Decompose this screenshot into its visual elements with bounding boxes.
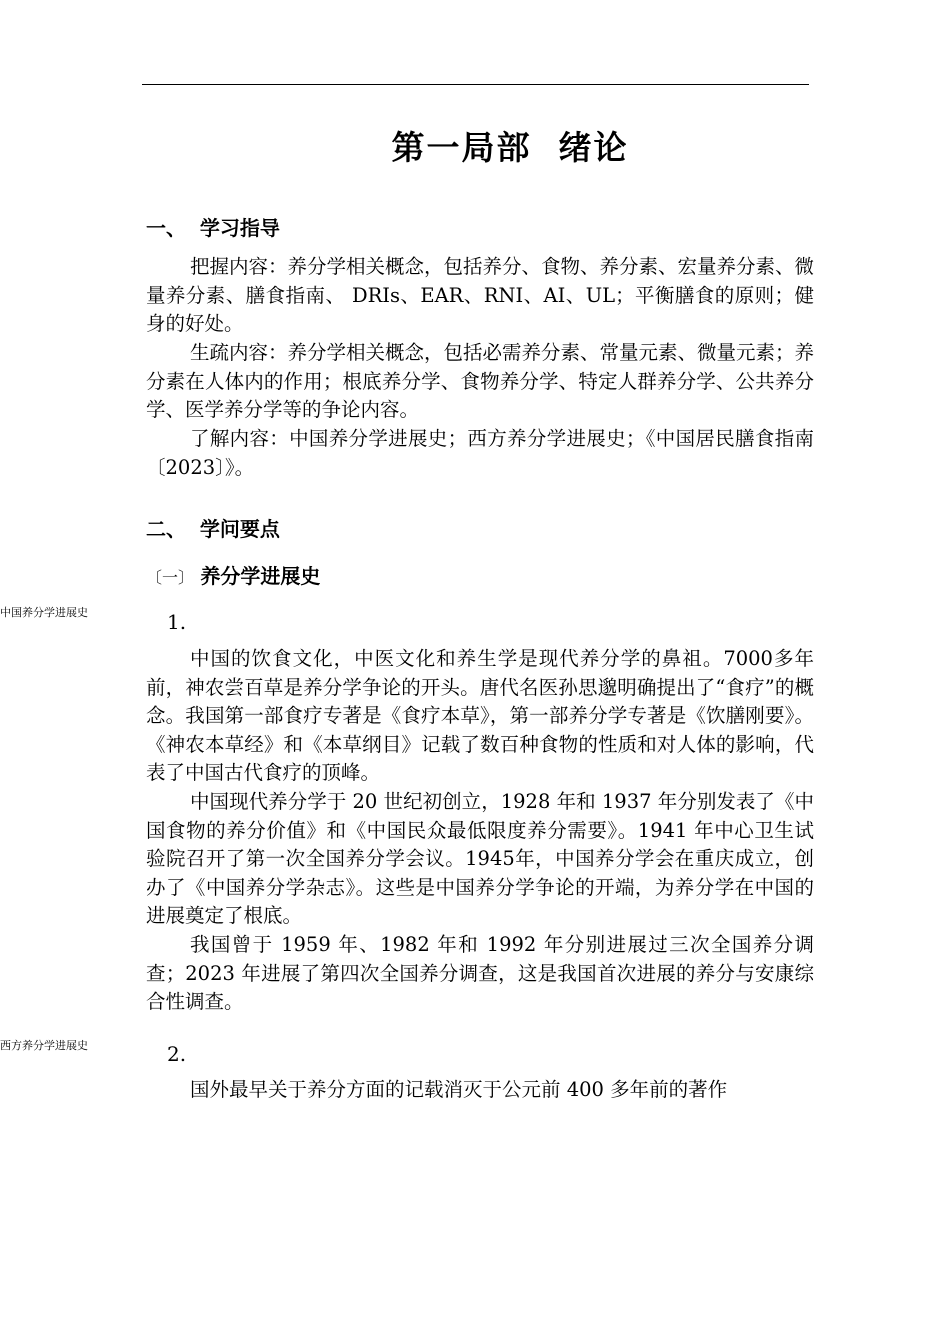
list-number-1: 1. <box>167 610 187 634</box>
paragraph-familiar-content: 生疏内容：养分学相关概念，包括必需养分素、常量元素、微量元素；养分素在人体内的作用；根底养分学、食物养分学、特定人群养分学、公共养分学、医学养分学等的争论内容。 <box>146 341 815 422</box>
subsection-number: 〔一〕 <box>146 568 195 587</box>
subsection-heading-history <box>146 561 320 593</box>
page-title: 第一局部 绪论 <box>391 128 629 167</box>
paragraph-china-ancient: 中国的饮食文化，中医文化和养生学是现代养分学的鼻祖。7000多年前，神农尝百草是养分学争论的开头。唐代名医孙思邈明确提出了“食疗”的概念。我国第一部食疗专著是《食疗本草》，第一部养分学专著是《饮膳刚要》。《神农本草经》和《本草纲目》记载了数百种食物的性质和对人体的影响，代表了中国古代食疗的顶峰。 <box>146 647 814 785</box>
paragraph-china-surveys: 我国曾于 1959 年、1982 年和 1992 年分别进展过三次全国养分调查；2023 年进展了第四次全国养分调查，这是我国首次进展的养分与安康综合性调查。 <box>146 933 814 1014</box>
paragraph-china-modern: 中国现代养分学于 20 世纪初创立，1928 年和 1937 年分别发表了《中国食物的养分价值》和《中国民众最低限度养分需要》。1941 年中心卫生试验院召开了第一次全国养分学会议。1945年，中国养分学会在重庆成立，创办了《中国养分学杂志》。这些是中国养分学争论的开端，为养分学在中国的进展奠定了根底。 <box>146 790 814 928</box>
paragraph-understand-content: 了解内容：中国养分学进展史；西方养分学进展史；《中国居民膳食指南〔2023〕》。 <box>146 427 814 479</box>
list-number-2: 2. <box>167 1042 187 1066</box>
paragraph-master-content: 把握内容：养分学相关概念，包括养分、食物、养分素、宏量养分素、微量养分素、膳食指南、 DRIs、EAR、RNI、AI、UL；平衡膳食的原则；健身的好处。 <box>146 255 815 336</box>
header-rule <box>142 84 809 85</box>
section-heading-knowledge-points: 二、 学问要点 <box>146 517 280 541</box>
margin-note-china-history: 中国养分学进展史 <box>0 606 88 619</box>
section-heading-study-guide: 一、 学习指导 <box>146 216 280 240</box>
subsection-title: 养分学进展史 <box>200 564 321 588</box>
margin-note-western-history: 西方养分学进展史 <box>0 1039 88 1052</box>
paragraph-western-start: 国外最早关于养分方面的记载消灭于公元前 400 多年前的著作 <box>190 1078 728 1101</box>
